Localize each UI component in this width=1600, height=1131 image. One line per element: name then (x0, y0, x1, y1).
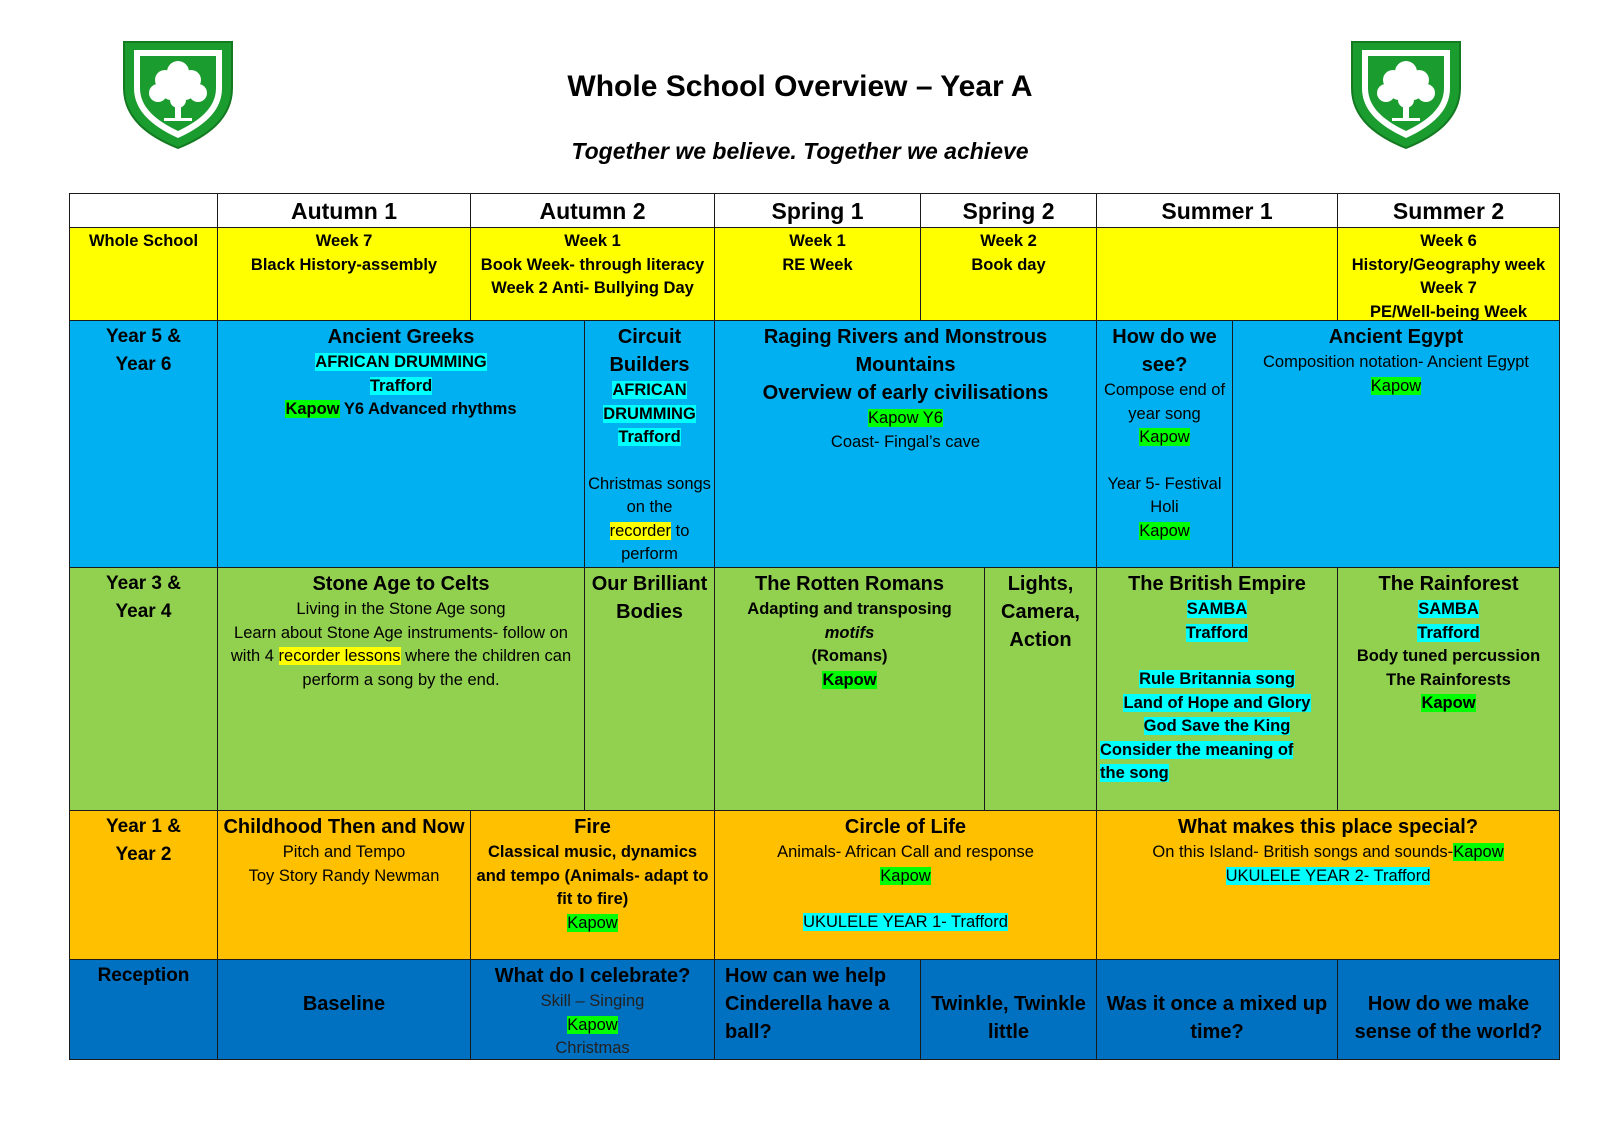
column-header-autumn1: Autumn 1 (217, 193, 471, 228)
reception-twinkle: Twinkle, Twinkle little (920, 959, 1097, 1060)
y56-raging-rivers: Raging Rivers and Monstrous Mountains Overview of early civilisations Kapow Y6 Coast- Fingal’s cave (714, 320, 1097, 568)
y12-circle-of-life: Circle of Life Animals- African Call and response Kapow UKULELE YEAR 1- Trafford (714, 810, 1097, 960)
y56-circuit-builders: Circuit Builders AFRICAN DRUMMING Trafford Christmas songs on the recorder to perform (584, 320, 715, 568)
whole-school-spring1: Week 1 RE Week (714, 227, 921, 321)
row-label-year3-4: Year 3 & Year 4 (69, 567, 218, 811)
y34-our-brilliant-bodies: Our Brilliant Bodies (584, 567, 715, 811)
reception-mixed-up-time: Was it once a mixed up time? (1096, 959, 1338, 1060)
reception-what-do-i-celebrate: What do I celebrate? Skill – Singing Kapow Christmas (470, 959, 715, 1060)
column-header-summer1: Summer 1 (1096, 193, 1338, 228)
y34-rotten-romans: The Rotten Romans Adapting and transposing motifs (Romans) Kapow (714, 567, 985, 811)
row-label-reception: Reception (69, 959, 218, 1060)
column-header-spring2: Spring 2 (920, 193, 1097, 228)
page-motto: Together we believe. Together we achieve (571, 138, 1029, 164)
column-header-autumn2: Autumn 2 (470, 193, 715, 228)
y34-lights-camera-action: Lights, Camera, Action (984, 567, 1097, 811)
row-label-year5-6: Year 5 & Year 6 (69, 320, 218, 568)
page-title: Whole School Overview – Year A (567, 70, 1033, 103)
whole-school-summer2: Week 6 History/Geography week Week 7 PE/Well-being Week (1337, 227, 1560, 321)
column-header-spring1: Spring 1 (714, 193, 921, 228)
reception-baseline: Baseline (217, 959, 471, 1060)
column-header-summer2: Summer 2 (1337, 193, 1560, 228)
overview-table (69, 193, 1560, 1060)
header-corner-cell (69, 193, 218, 228)
y56-ancient-egypt: Ancient Egypt Composition notation- Ancient Egypt Kapow (1232, 320, 1560, 568)
y12-fire: Fire Classical music, dynamics and tempo (Animals- adapt to fit to fire) Kapow (470, 810, 715, 960)
whole-school-autumn2: Week 1 Book Week- through literacy Week 2 Anti- Bullying Day (470, 227, 715, 321)
y12-what-makes-this-place-special: What makes this place special? On this Island- British songs and sounds-Kapow UKULELE YEAR 2- Trafford (1096, 810, 1560, 960)
y34-british-empire: The British Empire SAMBA Trafford Rule Britannia song Land of Hope and Glory God Save the King Consider the meaning of the song (1096, 567, 1338, 811)
reception-cinderella: How can we help Cinderella have a ball? (714, 959, 921, 1060)
y56-ancient-greeks: Ancient Greeks AFRICAN DRUMMING Trafford Kapow Y6 Advanced rhythms (217, 320, 585, 568)
whole-school-autumn1: Week 7 Black History-assembly (217, 227, 471, 321)
y34-rainforest: The Rainforest SAMBA Trafford Body tuned percussion The Rainforests Kapow (1337, 567, 1560, 811)
y34-stone-age-to-celts: Stone Age to Celts Living in the Stone Age song Learn about Stone Age instruments- follow on with 4 recorder lessons where the children can perform a song by the end. (217, 567, 585, 811)
row-label-whole-school: Whole School (69, 227, 218, 321)
y56-how-do-we-see: How do we see? Compose end of year song Kapow Year 5- Festival Holi Kapow (1096, 320, 1233, 568)
whole-school-summer1 (1096, 227, 1338, 321)
reception-make-sense-of-world: How do we make sense of the world? (1337, 959, 1560, 1060)
row-label-year1-2: Year 1 & Year 2 (69, 810, 218, 960)
whole-school-spring2: Week 2 Book day (920, 227, 1097, 321)
y12-childhood-then-and-now: Childhood Then and Now Pitch and Tempo Toy Story Randy Newman (217, 810, 471, 960)
